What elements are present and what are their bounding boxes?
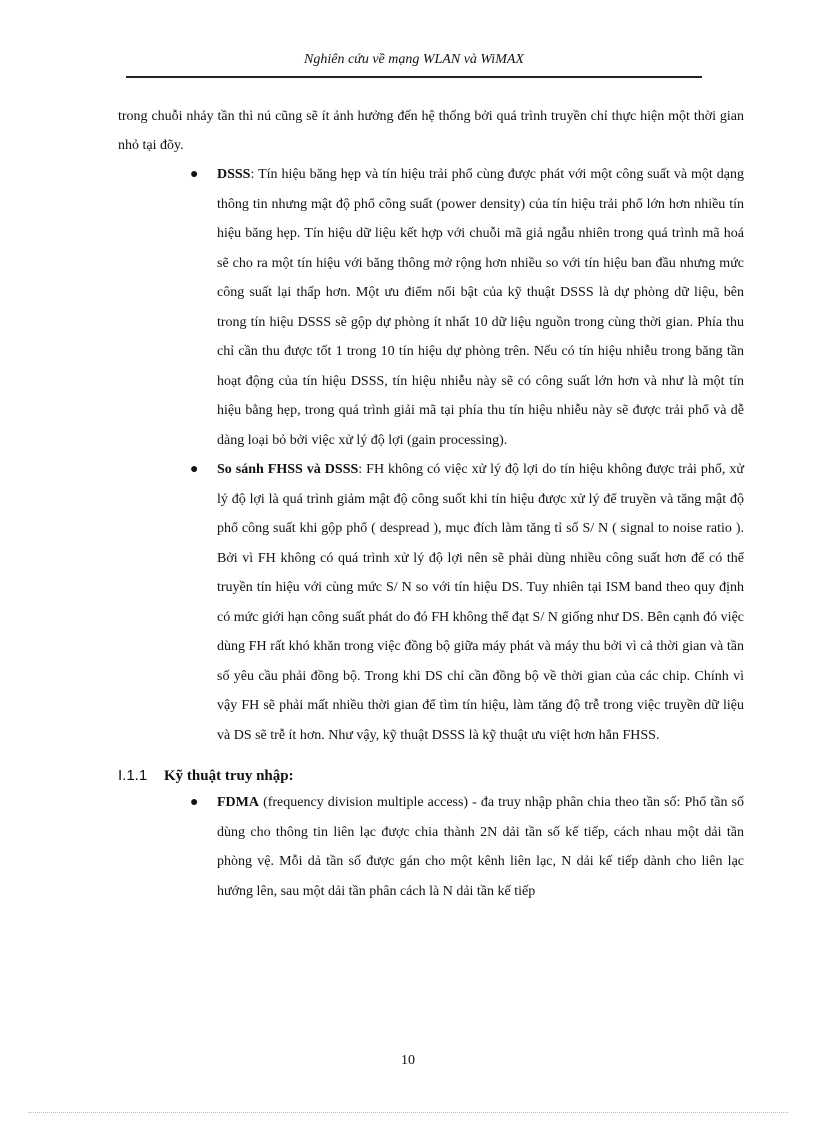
- running-header: Nghiên cứu về mạng WLAN và WiMAX: [304, 52, 524, 67]
- bullet-fhss-vs-dsss: [118, 455, 744, 750]
- section-heading: [118, 764, 744, 788]
- bullet-text: (frequency division multiple access) - đa truy nhập phân chia theo tần số: Phổ tần số dùng cho thông tin liên lạc được chia thành 2N dải tần số kế tiếp, cách nhau một dải tần phòng vệ. Mỗi dả tần số được gán cho một kênh liên lạc, N dải kế tiếp dành cho liên lạc hướng lên, sau một dải tần phân cách là N dải tần kế tiếp: [217, 795, 744, 899]
- bullet-text: : FH không có việc xử lý độ lợi do tín hiệu không được trải phổ, xử lý độ lợi là quá trình giảm mật độ công suốt khi tín hiệu được xử lý để truyền và tăng mật độ phổ công suất khi gộp phổ ( despread ), mục đích làm tăng tỉ số S/ N ( signal to noise ratio ). Bởi vì FH không có quá trình xử lý độ lợi nên sẽ phải dùng nhiều công suất hơn để có thể truyền tín hiệu với cùng mức S/ N so với tín hiệu DS. Tuy nhiên tại ISM band theo quy định có mức giới hạn công suất phát do đó FH không thể đạt S/ N giống như DS. Bên cạnh đó việc dùng FH rất khó khăn trong việc đồng bộ giữa máy phát và máy thu bởi vì cả thời gian và tần số yêu cầu phải đồng bộ. Trong khi DS chỉ cần đồng bộ về thời gian của các chip. Chính vì vậy FH sẽ phải mất nhiều thời gian để tìm tín hiệu, làm tăng độ trễ trong việc truyền dữ liệu và DS sẽ trễ ít hơn. Như vậy, kỹ thuật DSSS là kỹ thuật ưu việt hơn hẳn FHSS.: [217, 462, 745, 743]
- document-body: [118, 102, 744, 906]
- bullet-dot-icon: ●: [190, 167, 199, 182]
- bullet-fdma: [118, 788, 744, 906]
- intro-paragraph: trong chuỗi nhảy tần thì nú cũng sẽ ít ảnh hưởng đến hệ thống bởi quá trình truyền chỉ thực hiện một thời gian nhỏ tại đõy.: [118, 109, 744, 153]
- section-title: Kỹ thuật truy nhập:: [164, 768, 294, 784]
- header-rule: [126, 76, 702, 78]
- bullet-term: FDMA: [217, 795, 259, 810]
- bullet-text: : Tín hiệu băng hẹp và tín hiệu trải phổ cùng được phát với một công suất và một dạng thông tin nhưng mật độ phổ công suất (power density) của tín hiệu trải phổ lớn hơn nhiều tín hiệu băng hẹp. Tín hiệu dữ liệu kết hợp với chuỗi mã giả ngẫu nhiên trong quá trình mã hoá sẽ cho ra một tín hiệu với băng thông mở rộng hơn nhiều so với tín hiệu ban đầu nhưng mức công suất lại thấp hơn. Một ưu điểm nổi bật của kỹ thuật DSSS là dự phòng dữ liệu, bên trong tín hiệu DSSS sẽ gộp dự phòng ít nhất 10 dữ liệu nguồn trong cùng thời gian. Phía thu chỉ cần thu được tốt 1 trong 10 tín hiệu dự phòng trên. Nếu có tín hiệu nhiễu trong băng tần hoạt động của tín hiệu DSSS, tín hiệu nhiễu này sẽ có công suất lớn hơn và như là một tín hiệu bằng hẹp, trong quá trình giải mã tại phía thu tín hiệu nhiễu này sẽ được trải phổ và dễ dàng loại bỏ bởi việc xử lý độ lợi (gain processing).: [217, 167, 744, 448]
- bullet-dsss: [118, 160, 744, 455]
- bullet-term: DSSS: [217, 167, 251, 182]
- bullet-dot-icon: ●: [190, 462, 199, 477]
- bullet-term: So sánh FHSS và DSSS: [217, 462, 359, 477]
- section-number: I.1.1: [118, 767, 148, 784]
- page-number: 10: [401, 1053, 415, 1068]
- bullet-dot-icon: ●: [190, 795, 199, 810]
- page-bottom-edge: [28, 1112, 788, 1113]
